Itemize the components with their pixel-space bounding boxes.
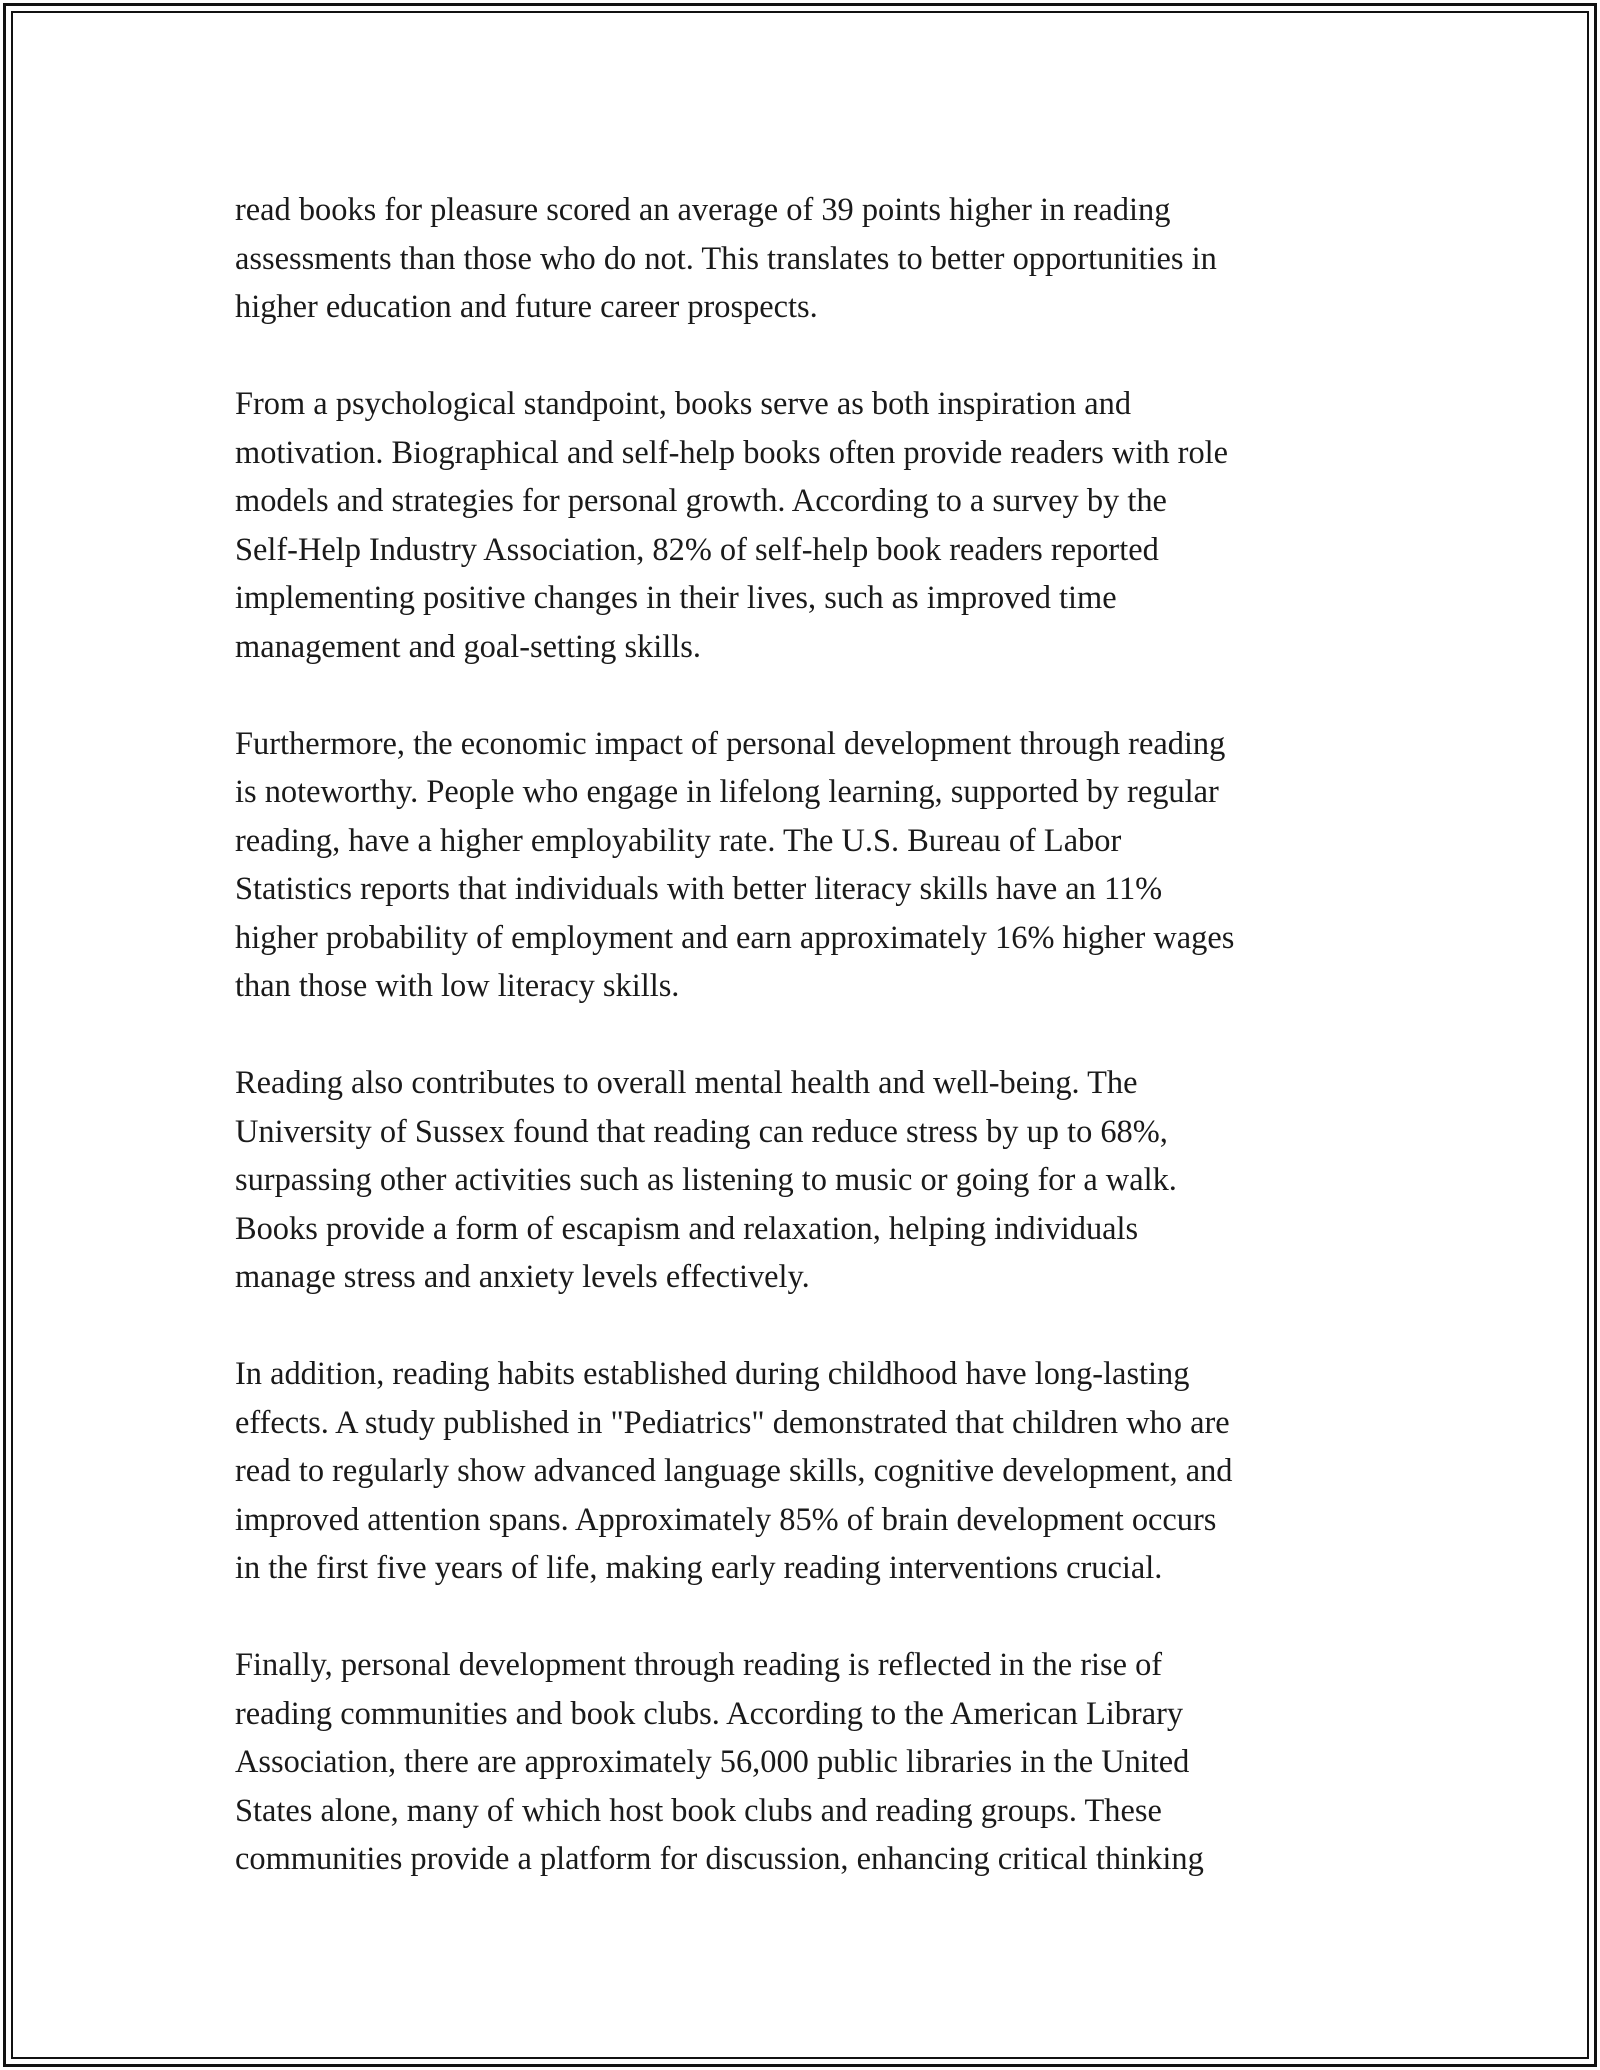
text-line: manage stress and anxiety levels effectively. bbox=[235, 1259, 810, 1295]
text-line: Furthermore, the economic impact of personal development through reading bbox=[235, 725, 1226, 762]
text-line: reading, have a higher employability rate. The U.S. Bureau of Labor bbox=[235, 822, 1122, 859]
paragraph bbox=[235, 186, 1395, 332]
text-line: models and strategies for personal growth. According to a survey by the bbox=[235, 483, 1167, 519]
text-line: assessments than those who do not. This translates to better opportunities in bbox=[235, 240, 1217, 277]
text-line: higher education and future career prospects. bbox=[235, 289, 818, 325]
text-line: effects. A study published in "Pediatrics" demonstrated that children who are bbox=[235, 1404, 1230, 1441]
text-line: University of Sussex found that reading can reduce stress by up to 68%, bbox=[235, 1113, 1168, 1150]
text-line: than those with low literacy skills. bbox=[235, 968, 680, 1004]
text-line: motivation. Biographical and self-help books often provide readers with role bbox=[235, 434, 1229, 471]
text-line: read to regularly show advanced language skills, cognitive development, and bbox=[235, 1453, 1233, 1489]
text-line: communities provide a platform for discussion, enhancing critical thinking bbox=[235, 1841, 1204, 1877]
text-line: read books for pleasure scored an average of 39 points higher in reading bbox=[235, 192, 1171, 228]
text-line: States alone, many of which host book clubs and reading groups. These bbox=[235, 1792, 1162, 1829]
text-line: management and goal-setting skills. bbox=[235, 628, 701, 665]
paragraph bbox=[235, 1641, 1395, 1884]
text-line: improved attention spans. Approximately 85% of brain development occurs bbox=[235, 1501, 1217, 1538]
text-line: higher probability of employment and earn approximately 16% higher wages bbox=[235, 919, 1235, 956]
text-line: Association, there are approximately 56,000 public libraries in the United bbox=[235, 1744, 1190, 1780]
paragraph bbox=[235, 1350, 1395, 1593]
text-line: surpassing other activities such as listening to music or going for a walk. bbox=[235, 1162, 1177, 1198]
paragraph bbox=[235, 720, 1395, 1011]
text-line: reading communities and book clubs. According to the American Library bbox=[235, 1695, 1184, 1732]
text-line: In addition, reading habits established during childhood have long-lasting bbox=[235, 1356, 1190, 1392]
text-line: Books provide a form of escapism and relaxation, helping individuals bbox=[235, 1210, 1139, 1247]
text-line: implementing positive changes in their lives, such as improved time bbox=[235, 580, 1117, 616]
paragraph bbox=[235, 380, 1395, 671]
document-body bbox=[235, 186, 1395, 1932]
text-line: Finally, personal development through reading is reflected in the rise of bbox=[235, 1647, 1163, 1683]
text-line: is noteworthy. People who engage in lifelong learning, supported by regular bbox=[235, 774, 1219, 810]
text-line: From a psychological standpoint, books serve as both inspiration and bbox=[235, 386, 1132, 422]
text-line: Statistics reports that individuals with better literacy skills have an 11% bbox=[235, 871, 1163, 907]
paragraph bbox=[235, 1059, 1395, 1302]
text-line: Self-Help Industry Association, 82% of self-help book readers reported bbox=[235, 531, 1159, 568]
text-line: Reading also contributes to overall mental health and well-being. The bbox=[235, 1065, 1138, 1101]
text-line: in the first five years of life, making early reading interventions crucial. bbox=[235, 1550, 1163, 1586]
